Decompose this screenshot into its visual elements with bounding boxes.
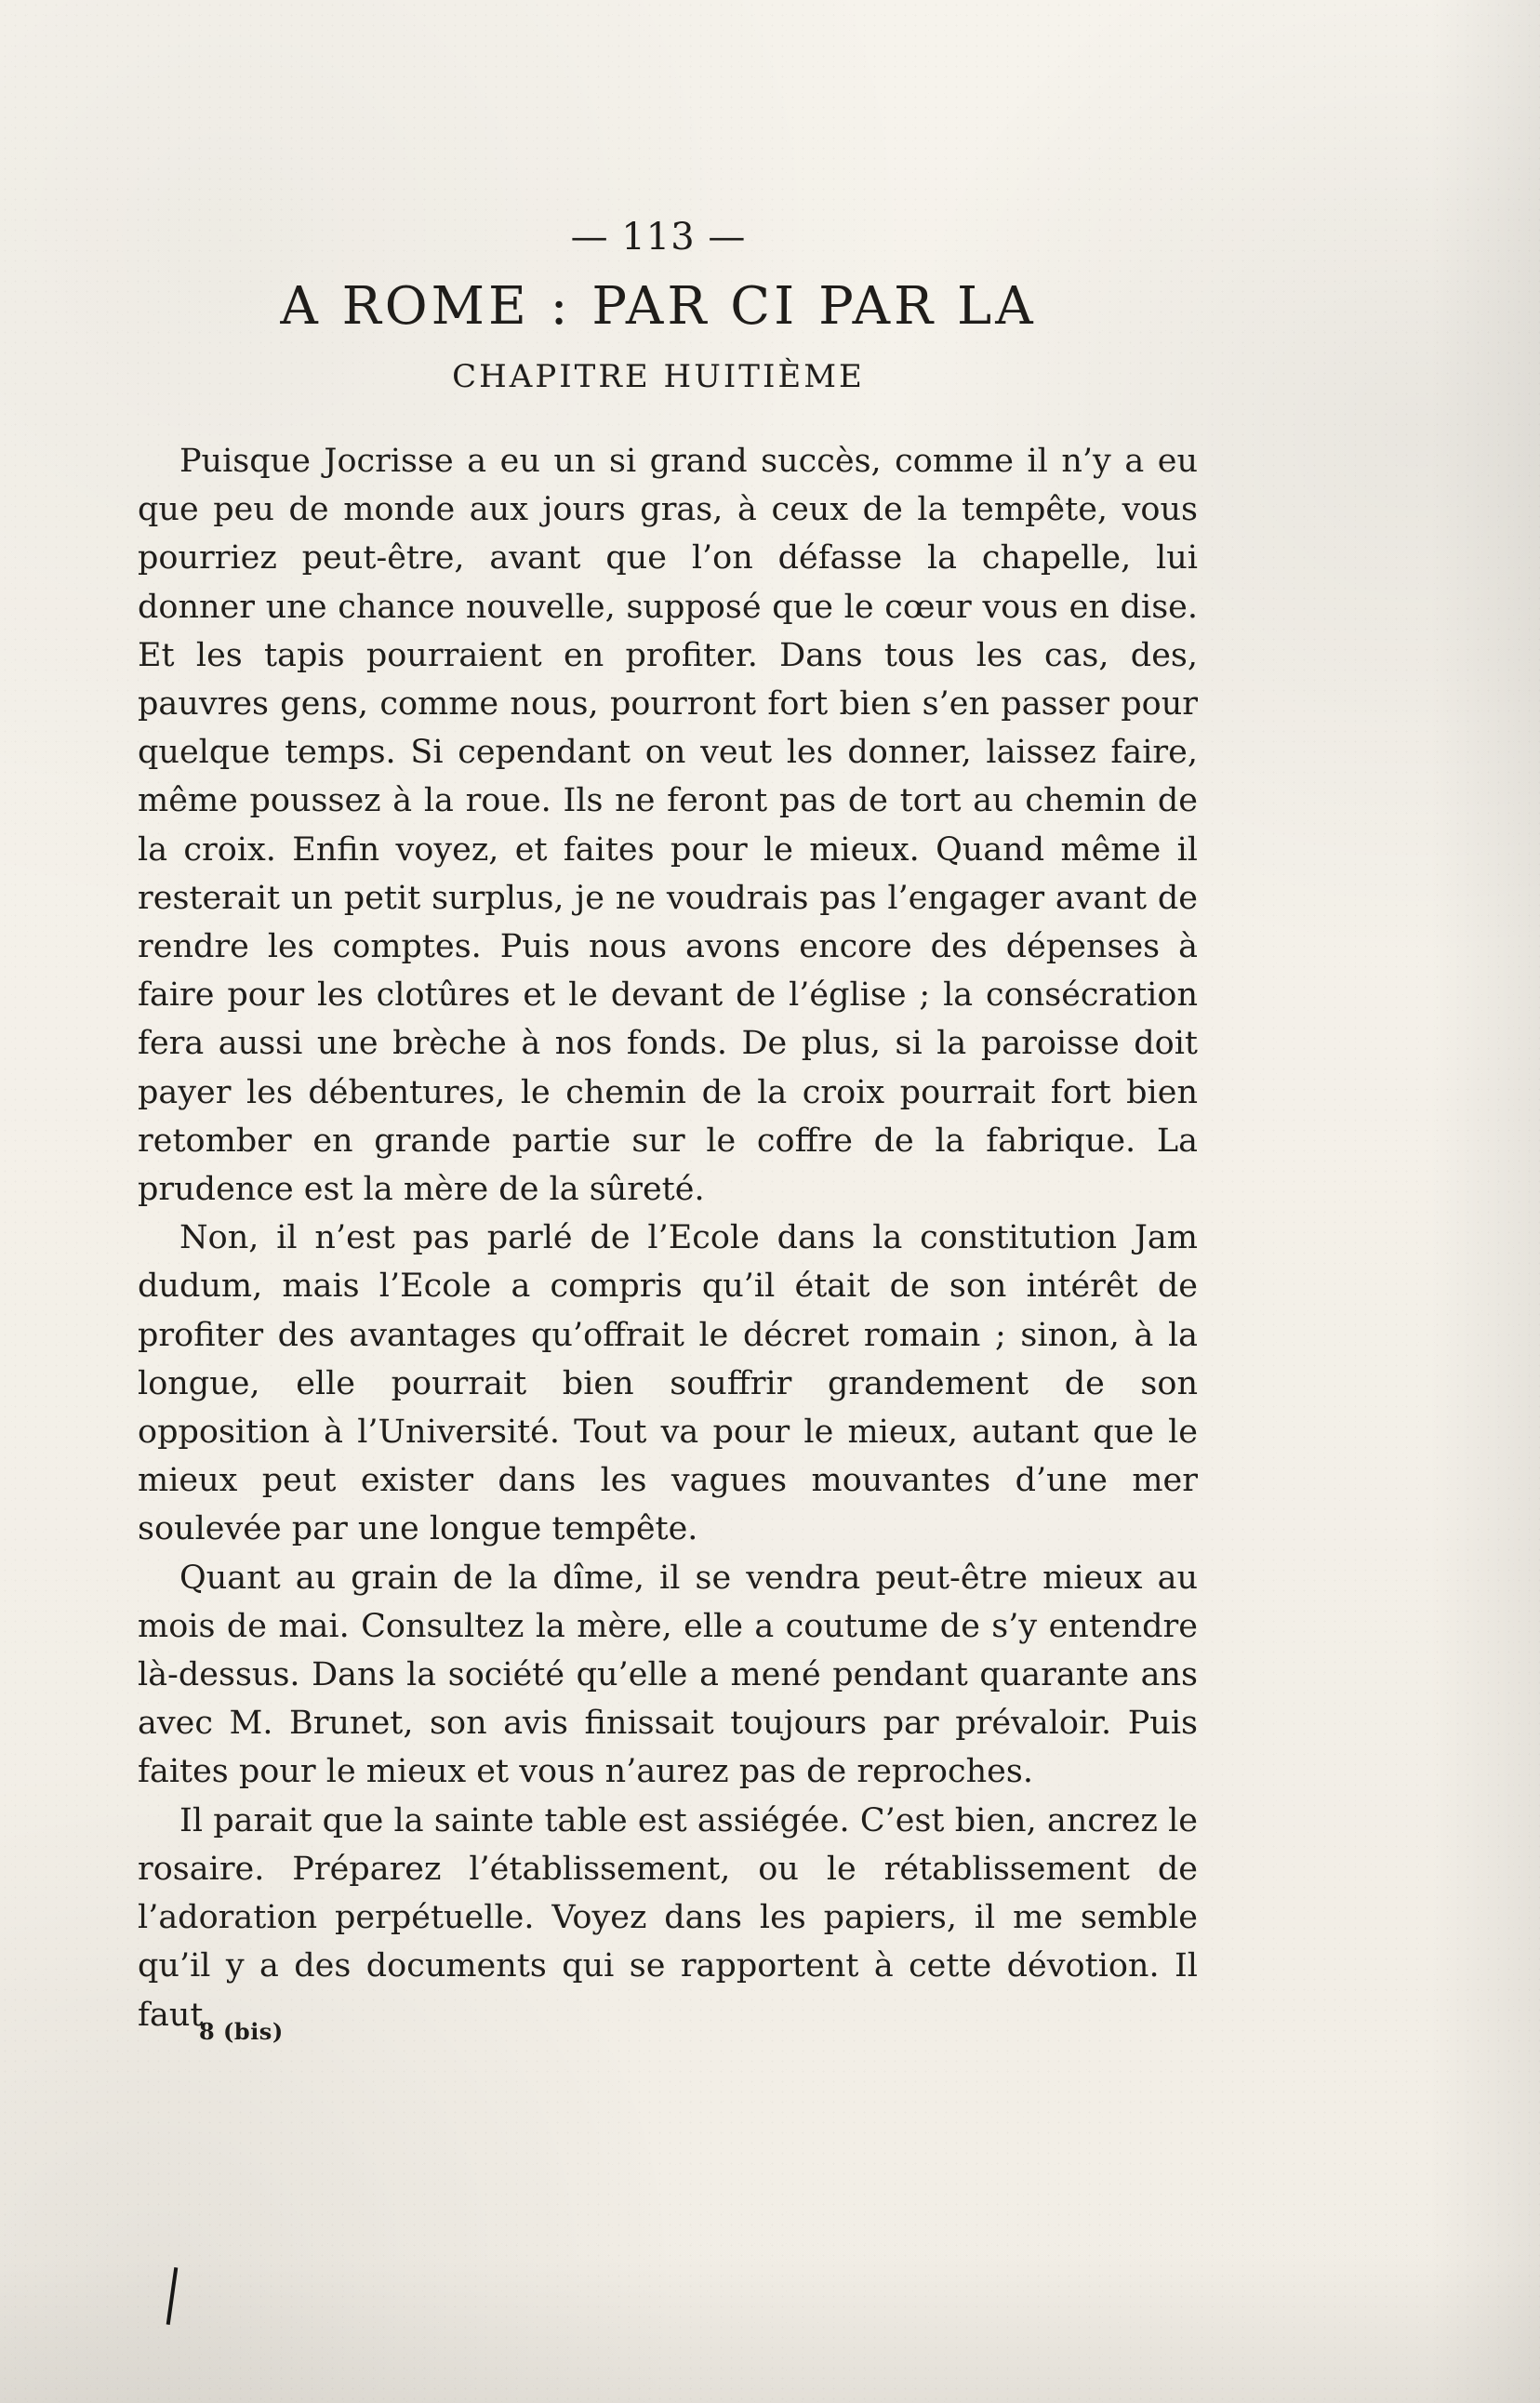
paragraph-2: Non, il n’est pas parlé de l’Ecole dans la constitution Jam dudum, mais l’Ecole a compris qu’il était de son intérêt de profiter des avantages qu’offrait le décret romain ; sinon, à la longue, elle pourrait bien souffrir grandement de son opposition à l’Université. Tout va pour le mieux, autant que le mieux peut exister dans les vagues mouvantes d’une mer soulevée par une longue tempête. xyxy=(138,1219,1198,1548)
paragraph-1: Puisque Jocrisse a eu un si grand succès, comme il n’y a eu que peu de monde aux jours gras, à ceux de la tempête, vous pourriez peut-être, avant que l’on défasse la chapelle, lui donner une chance nouvelle, supposé que le cœur vous en dise. Et les tapis pourraient en profiter. Dans tous les cas, des, pauvres gens, comme nous, pourront fort bien s’en passer pour quelque temps. Si cependant on veut les donner, laissez faire, même poussez à la roue. Ils ne feront pas de tort au chemin de la croix. Enfin voyez, et faites pour le mieux. Quand même il resterait un petit surplus, je ne voudrais pas l’engager avant de rendre les comptes. Puis nous avons encore des dépenses à faire pour les clotûres et le devant de l’église ; la consécration fera aussi une brèche à nos fonds. De plus, si la paroisse doit payer les débentures, le chemin de la croix pourrait fort bien retomber en grande partie sur le coffre de la fabrique. La prudence est la mère de la sûreté. xyxy=(138,443,1198,1209)
chapter-heading: CHAPITRE HUITIÈME xyxy=(452,358,865,395)
page-title: A ROME : PAR CI PAR LA xyxy=(280,276,1037,337)
margin-mark xyxy=(166,2267,179,2325)
footer-signature: 8 (bis) xyxy=(199,2018,284,2045)
page-number: — 113 — xyxy=(570,216,747,259)
page-shadow-right xyxy=(1428,0,1540,2403)
paragraph-4: Il parait que la sainte table est assiégée. C’est bien, ancrez le rosaire. Préparez l’établissement, ou le rétablissement de l’adoration perpétuelle. Voyez dans les papiers, il me semble qu’il y a des documents qui se rapportent à cette dévotion. Il faut xyxy=(138,1801,1198,2034)
page-shadow-bottom xyxy=(0,2254,1540,2403)
paragraph-3: Quant au grain de la dîme, il se vendra peut-être mieux au mois de mai. Consultez la mère, elle a coutume de s’y entendre là-dessus. Dans la société qu’elle a mené pendant quarante ans avec M. Brunet, son avis finissait toujours par prévaloir. Puis faites pour le mieux et vous n’aurez pas de reproches. xyxy=(138,1559,1198,1791)
body-text xyxy=(138,437,1198,2039)
